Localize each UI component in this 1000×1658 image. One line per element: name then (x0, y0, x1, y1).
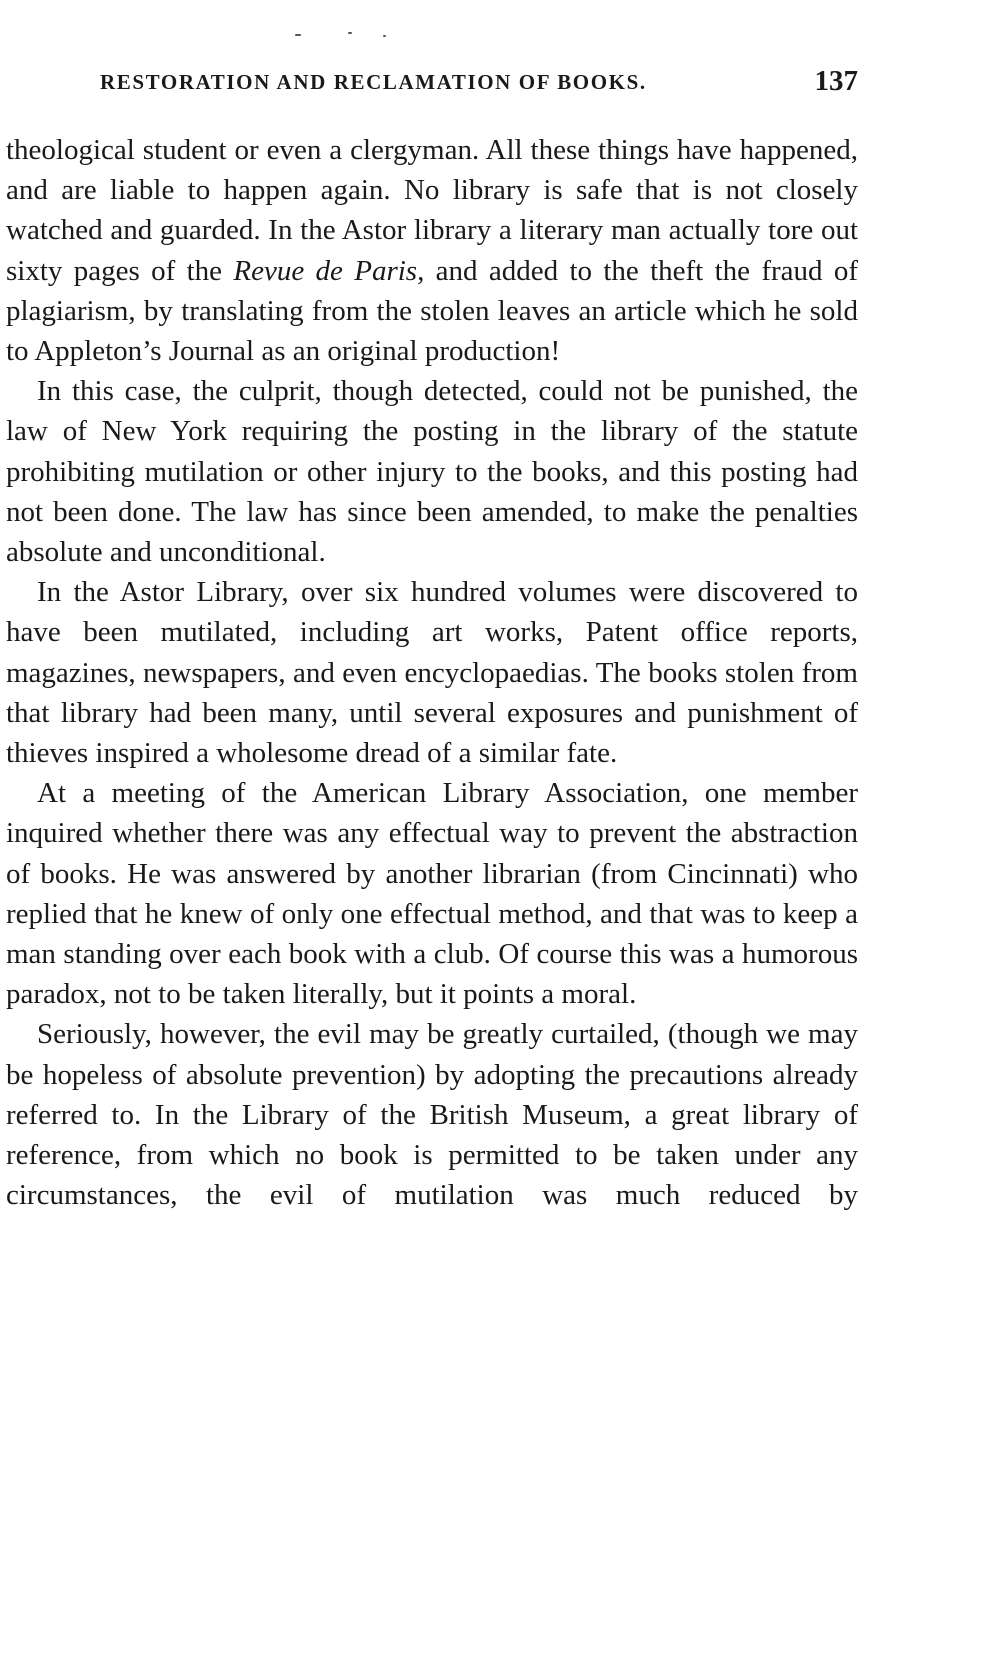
print-specks (295, 32, 415, 40)
running-head: RESTORATION AND RECLAMATION OF BOOKS. (100, 70, 647, 94)
body-text (6, 130, 858, 1215)
paragraph-text: theological student or even a clergyman. All these things have happened, and are liable to happen again. No library is safe that is not closely watched and guarded. In the Astor library a literary man actually tore out sixty pages of the (6, 134, 858, 287)
paragraph (6, 130, 858, 371)
ink-speck (383, 35, 386, 37)
paragraph: In this case, the culprit, though detected, could not be punished, the law of New York requiring the posting in the library of the statute prohibiting mutilation or other injury to the books, and this posting had not been done. The law has since been amended, to make the penalties absolute and unconditional. (6, 375, 858, 569)
page-header (0, 62, 858, 102)
italic-title: Revue de Paris, (233, 254, 425, 287)
paragraph: At a meeting of the American Library Association, one member inquired whether there was any effectual way to prevent the abstraction of books. He was answered by another librarian (from Cincinnati) who replied that he knew of only one effectual method, and that was to keep a man standing over each book with a club. Of course this was a humorous paradox, not to be taken literally, but it points a moral. (6, 777, 858, 1011)
paragraph: In the Astor Library, over six hundred volumes were discovered to have been mutilated, including art works, Patent office reports, magazines, newspapers, and even encyclopaedias. The books stolen from that library had been many, until several exposures and punishment of thieves inspired a wholesome dread of a similar fate. (6, 576, 858, 770)
ink-speck (348, 32, 352, 34)
paragraph: Seriously, however, the evil may be greatly curtailed, (though we may be hopeless of absolute prevention) by adopting the precautions already referred to. In the Library of the British Museum, a great library of reference, from which no book is permitted to be taken under any circumstances, the evil of mutilation was much reduced by (6, 1018, 858, 1212)
ink-speck (295, 34, 301, 36)
page-number: 137 (814, 65, 858, 97)
paragraph-text: and added to the theft the fraud of plagiarism, by translating from the stolen leaves an article which he sold to Appleton’s Journal as an original production! (6, 254, 859, 368)
